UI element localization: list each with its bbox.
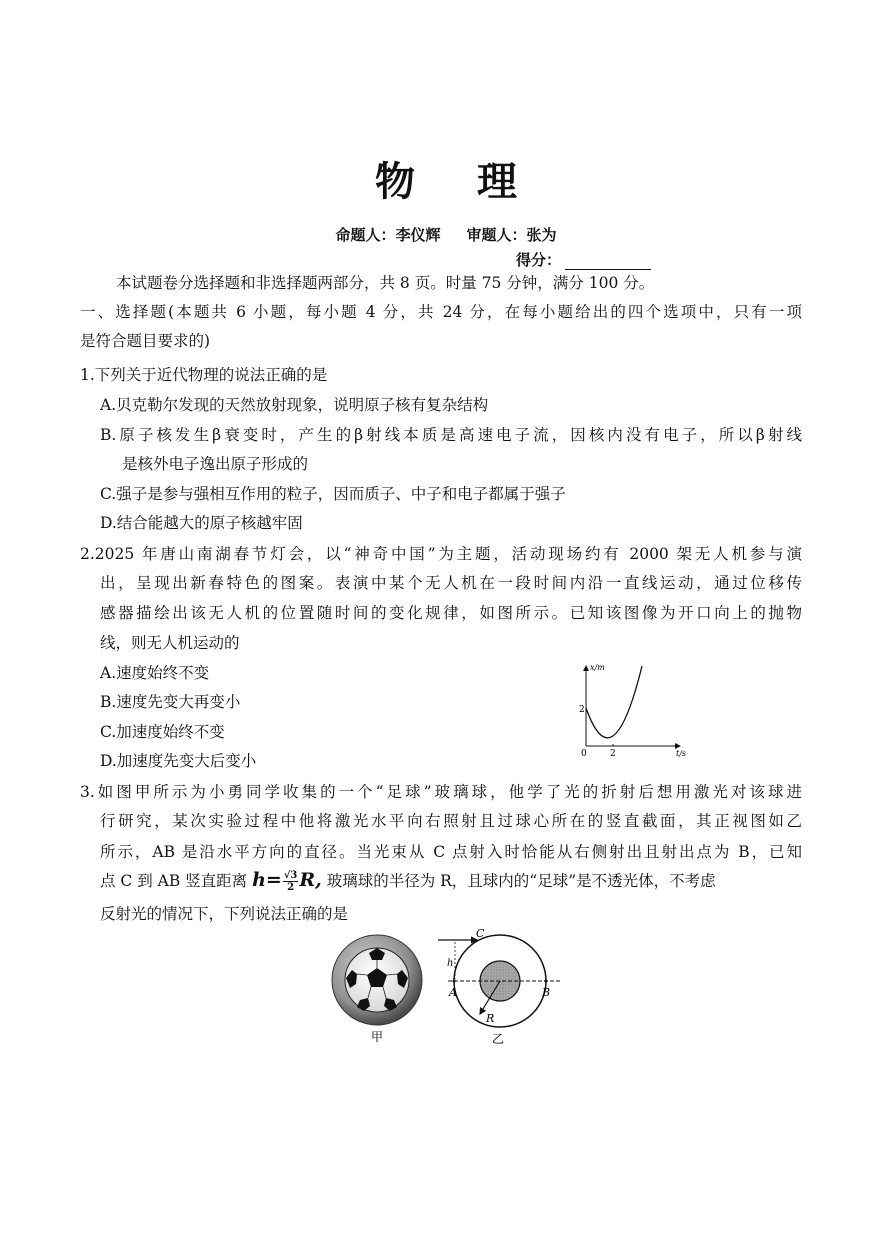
q1-option-a: A.贝克勒尔发现的天然放射现象，说明原子核有复杂结构 xyxy=(100,396,489,414)
formula-fraction xyxy=(283,870,299,893)
origin-label: 0 xyxy=(581,749,587,759)
x-tick-label: 2 xyxy=(610,749,616,759)
q2-option-b: B.速度先变大再变小 xyxy=(100,693,241,711)
page-title: 物 理 xyxy=(375,159,541,205)
q1-option-d: D.结合能越大的原子核越牢固 xyxy=(100,514,303,532)
parabola-curve xyxy=(586,666,642,738)
label-a: A xyxy=(449,986,457,999)
q3-line4-after: 玻璃球的半径为 R，且球内的“足球”是不透光体，不考虑 xyxy=(326,872,716,890)
label-h: h xyxy=(447,958,454,969)
y-axis-label: x/m xyxy=(590,663,605,672)
label-yi: 乙 xyxy=(492,1032,505,1046)
formula-h-text: h= xyxy=(252,869,282,891)
figure-jia xyxy=(330,934,426,1046)
score-blank xyxy=(565,255,651,270)
q1-stem: 1.下列关于近代物理的说法正确的是 xyxy=(80,366,328,384)
q3-stem-line2: 行研究，某次实验过程中他将激光水平向右照射且过球心所在的竖直截面，其正视图如乙 xyxy=(100,812,802,830)
section1-line2: 是符合题目要求的) xyxy=(80,332,211,350)
label-c: C xyxy=(476,927,485,940)
q3-stem-line1: 3.如图甲所示为小勇同学收集的一个“足球”玻璃球，他学了光的折射后想用激光对该球进 xyxy=(80,783,802,801)
q3-stem-line3: 所示，AB 是沿水平方向的直径。当光束从 C 点射入时恰能从右侧射出且射出点为 B，已知 xyxy=(100,843,802,861)
q2-xt-graph xyxy=(572,660,697,760)
q2-stem-line2: 出，呈现出新春特色的图案。表演中某个无人机在一段时间内沿一直线运动，通过位移传 xyxy=(100,574,802,592)
score-label: 得分： xyxy=(516,251,562,269)
fraction-denominator: 2 xyxy=(287,881,295,893)
formula-r-text: R, xyxy=(299,869,322,891)
q2-option-d: D.加速度先变大后变小 xyxy=(100,752,257,770)
fraction-numerator: √3 xyxy=(283,869,298,881)
q3-line4-before: 点 C 到 AB 竖直距离 xyxy=(100,872,248,890)
q3-stem-line4 xyxy=(100,866,716,896)
q2-option-a: A.速度始终不变 xyxy=(100,664,210,682)
label-b: B xyxy=(542,986,551,999)
q2-stem-line3: 感器描绘出该无人机的位置随时间的变化规律，如图所示。已知该图像为开口向上的抛物 xyxy=(100,604,802,622)
reviewer-label: 审题人：张为 xyxy=(466,226,557,244)
label-r: R xyxy=(486,1012,495,1025)
q1-option-b: B.原子核发生β衰变时，产生的β射线本质是高速电子流，因核内没有电子，所以β射线 xyxy=(100,426,802,444)
y-tick-label: 2 xyxy=(579,705,585,715)
q1-option-c: C.强子是参与强相互作用的粒子，因而质子、中子和电子都属于强子 xyxy=(100,485,566,503)
section1-line1: 一、选择题(本题共 6 小题，每小题 4 分，共 24 分，在每小题给出的四个选项中，只有一项 xyxy=(80,303,802,321)
author-label: 命题人：李仪辉 xyxy=(335,226,441,244)
intro-text: 本试题卷分选择题和非选择题两部分，共 8 页。时量 75 分钟，满分 100 分。 xyxy=(116,274,655,292)
formula-h xyxy=(252,869,322,891)
q1-option-b-cont: 是核外电子逸出原子形成的 xyxy=(122,455,309,473)
q3-stem-line5: 反射光的情况下，下列说法正确的是 xyxy=(100,905,349,923)
score-field xyxy=(516,249,651,270)
figure-yi xyxy=(436,924,570,1048)
q2-stem-line4: 线，则无人机运动的 xyxy=(100,634,240,652)
q2-option-c: C.加速度始终不变 xyxy=(100,723,225,741)
label-jia: 甲 xyxy=(371,1030,384,1044)
authors-line xyxy=(0,224,892,245)
q2-stem-line1: 2.2025 年唐山南湖春节灯会，以“神奇中国”为主题，活动现场约有 2000 架无人机参与演 xyxy=(80,545,802,563)
x-axis-label: t/s xyxy=(676,749,687,758)
